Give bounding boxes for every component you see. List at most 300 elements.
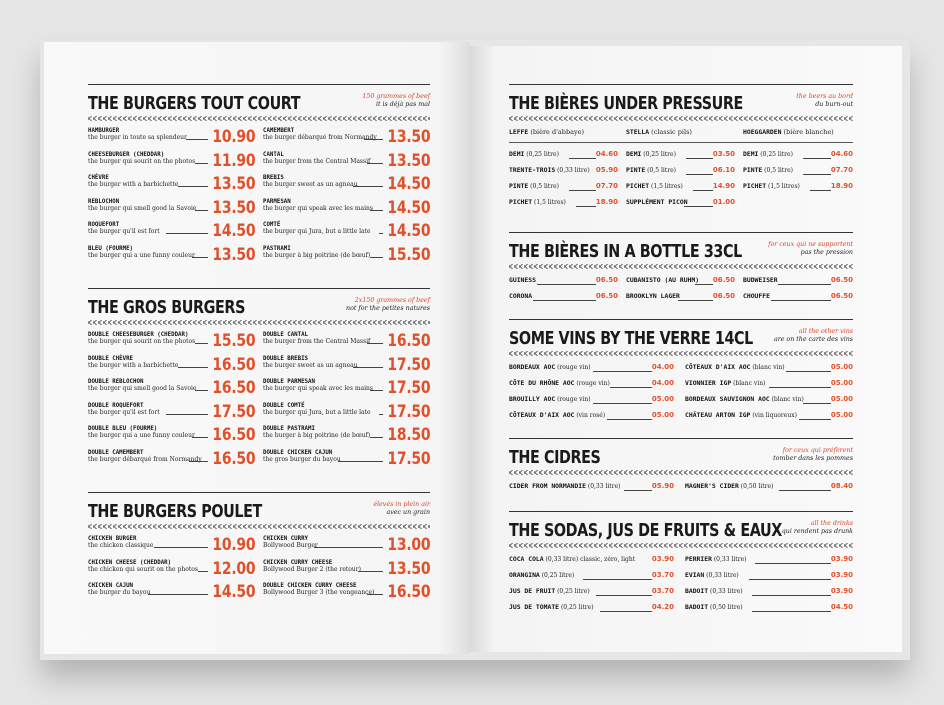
- bieres-in-a-bottle-tagline-1: for ceux qui ne supportent: [768, 241, 853, 248]
- item-description: Bollywood Burger 3 (the vengeance): [263, 589, 375, 597]
- cidres-column: [685, 480, 853, 496]
- price-leader: [583, 579, 652, 580]
- item-description: the burger débarqué from Normandy: [263, 134, 377, 141]
- drink-price: 04.60: [830, 150, 853, 158]
- drink-label: [509, 182, 559, 190]
- section-burgers-poulet: [88, 492, 430, 654]
- item-name: DOUBLE ROQUEFORT: [88, 400, 144, 409]
- drink-label: [509, 198, 566, 206]
- sodas-jus-eaux-tagline-2: qui rendent pas drunk: [781, 528, 853, 535]
- item-description: the chicken classique: [88, 542, 154, 549]
- drink-name: DEMI: [626, 150, 642, 158]
- drink-item: [743, 290, 853, 306]
- bieres-under-pressure-top-rule: [509, 84, 853, 85]
- drink-price: 04.20: [651, 603, 674, 611]
- drink-volume: (1,5 litres): [532, 199, 566, 206]
- item-name: DOUBLE CANTAL: [263, 330, 309, 338]
- drink-price: 07.70: [595, 182, 618, 190]
- price-leader: [693, 190, 713, 191]
- drink-name: JUS DE TOMATE: [509, 603, 560, 611]
- menu-item: [263, 377, 430, 401]
- vins-by-the-verre-wavy-divider: [509, 351, 853, 356]
- drink-item: [509, 480, 674, 496]
- drink-price: 03.90: [830, 587, 853, 595]
- gros-burgers-header: [88, 292, 430, 318]
- drink-label: [509, 150, 559, 158]
- menu-item: [88, 244, 255, 268]
- item-price: 10.90: [212, 535, 255, 555]
- item-name: CANTAL: [263, 149, 284, 158]
- cidres-header: [509, 442, 853, 468]
- burgers-poulet-column: [88, 534, 255, 605]
- menu-item: [88, 354, 255, 378]
- menu-item: [263, 448, 430, 472]
- price-leader: [178, 186, 208, 187]
- price-leader: [364, 139, 383, 140]
- price-leader: [610, 387, 652, 388]
- drink-label: [626, 276, 699, 284]
- menu-item: [263, 401, 430, 425]
- menu-item: [263, 126, 430, 150]
- section-vins-by-the-verre: [509, 319, 853, 429]
- cidres-tagline: [773, 447, 853, 463]
- drink-label: [509, 166, 590, 174]
- price-leader: [370, 257, 383, 258]
- drink-label: [509, 555, 635, 563]
- drink-volume: (rouge vin): [555, 396, 591, 403]
- drink-price: 05.00: [830, 363, 853, 371]
- drink-volume: (rouge vin): [555, 364, 591, 371]
- vins-by-the-verre-column: [509, 361, 674, 425]
- item-description: the burger qui sourit on the photos: [88, 338, 196, 345]
- item-description: the burger qui speak avec les mains: [263, 204, 373, 212]
- item-name: DOUBLE CAMEMBERT: [88, 447, 144, 456]
- drink-label: [685, 571, 739, 579]
- drink-label: [509, 292, 532, 300]
- drink-item: [685, 553, 853, 569]
- brand-name: LEFFE: [509, 128, 529, 136]
- drink-label: [685, 603, 743, 611]
- item-name: BREBIS: [263, 173, 284, 182]
- price-leader: [778, 284, 831, 285]
- price-leader: [803, 174, 831, 175]
- drink-label: [509, 482, 620, 490]
- drink-price: 06.50: [595, 276, 618, 284]
- price-leader: [769, 387, 831, 388]
- menu-item: [263, 558, 430, 582]
- drink-item: [509, 601, 674, 617]
- item-description: the burger qui smell good la Savoie: [88, 385, 197, 393]
- section-gros-burgers: [88, 288, 430, 488]
- drink-volume: (blanc vin): [731, 380, 766, 387]
- drink-name: SUPPLÉMENT PICON: [626, 198, 688, 206]
- gros-burgers-tagline-2: not for the petites natures: [346, 305, 430, 312]
- sodas-jus-eaux-column: [685, 553, 853, 617]
- drink-label: [509, 603, 594, 611]
- bieres-under-pressure-column: [626, 148, 735, 212]
- drink-label: [743, 166, 793, 174]
- price-leader: [195, 210, 208, 211]
- burgers-tout-court-tagline: [362, 93, 430, 109]
- drink-volume: (0,25 litre): [539, 572, 575, 579]
- item-name: DOUBLE COMTÉ: [263, 400, 305, 409]
- price-leader: [353, 367, 383, 368]
- drink-item: [743, 164, 853, 180]
- price-leader: [370, 210, 383, 211]
- item-price: 16.50: [212, 448, 255, 469]
- vins-by-the-verre-tagline-1: all the other vins: [798, 328, 853, 335]
- item-description: the burger with a barbichette: [88, 361, 179, 369]
- drink-volume: (0,33 litre): [711, 556, 747, 563]
- drink-item: [685, 377, 853, 393]
- price-leader: [686, 158, 713, 159]
- drink-item: [509, 148, 618, 164]
- item-price: 13.50: [387, 558, 430, 579]
- price-leader: [678, 300, 713, 301]
- drink-item: [509, 393, 674, 409]
- burgers-poulet-title: THE BURGERS POULET: [88, 502, 262, 522]
- item-description: the burger qui a une funny couleur: [88, 251, 195, 259]
- item-price: 13.50: [212, 197, 255, 218]
- price-leader: [353, 186, 383, 187]
- price-leader: [148, 594, 208, 595]
- price-leader: [367, 343, 383, 344]
- burgers-poulet-tagline-2: avec un grain: [386, 509, 430, 516]
- section-burgers-tout-court: [88, 84, 430, 284]
- item-name: CHICKEN CURRY: [263, 534, 309, 542]
- burgers-tout-court-column: [263, 126, 430, 268]
- item-price: 15.50: [212, 331, 255, 351]
- section-bieres-in-a-bottle: [509, 232, 853, 312]
- item-name: DOUBLE BREBIS: [263, 353, 309, 362]
- drink-item: [509, 274, 618, 290]
- bieres-in-a-bottle-column: [509, 274, 618, 306]
- menu-item: [88, 150, 255, 174]
- drink-price: 03.70: [651, 587, 674, 595]
- drink-price: 05.90: [651, 482, 674, 490]
- price-leader: [178, 367, 208, 368]
- item-price: 14.50: [212, 221, 255, 242]
- item-name: CHÈVRE: [88, 173, 109, 182]
- item-price: 16.50: [212, 425, 255, 446]
- drink-volume: (0,25 litre): [641, 151, 676, 158]
- vins-by-the-verre-header: [509, 323, 853, 349]
- drink-item: [626, 274, 735, 290]
- drink-volume: (1,5 litres): [766, 183, 800, 190]
- drink-price: 04.60: [595, 150, 618, 158]
- item-description: the burger qui smell good la Savoie: [88, 204, 197, 212]
- burgers-tout-court-header: [88, 88, 430, 114]
- item-price: 17.50: [387, 378, 430, 399]
- drink-name: CHÂTEAU ARTON IGP: [685, 411, 751, 419]
- item-price: 18.50: [387, 425, 430, 446]
- item-price: 14.50: [387, 197, 430, 218]
- drink-volume: (1,5 litres): [649, 183, 683, 190]
- price-leader: [803, 403, 831, 404]
- vins-by-the-verre-tagline-2: are on the carte des vins: [773, 336, 853, 343]
- section-sodas-jus-eaux: [509, 511, 853, 631]
- drink-label: [743, 182, 800, 190]
- section-bieres-under-pressure: [509, 84, 853, 234]
- drink-name: DEMI: [743, 150, 759, 158]
- item-name: BLEU (FOURME): [88, 243, 134, 252]
- burgers-tout-court-wavy-divider: [88, 116, 430, 121]
- item-price: 17.50: [212, 401, 255, 422]
- drink-name: BROUILLY AOC: [509, 395, 556, 403]
- gros-burgers-title: THE GROS BURGERS: [88, 298, 246, 318]
- bieres-under-pressure-title: THE BIÈRES UNDER PRESSURE: [509, 94, 743, 114]
- vins-by-the-verre-column: [685, 361, 853, 425]
- menu-item: [263, 581, 430, 605]
- drink-name: CIDER FROM NORMANDIE: [509, 482, 586, 490]
- drink-volume: (vin rosé): [574, 412, 606, 419]
- drink-label: [685, 587, 743, 595]
- menu-item: [88, 534, 255, 558]
- price-leader: [569, 158, 596, 159]
- item-description: the burger débarqué from Normandy: [88, 455, 202, 463]
- item-name: PASTRAMI: [263, 243, 291, 252]
- price-leader: [195, 390, 208, 391]
- price-leader: [338, 461, 383, 462]
- drink-item: [685, 409, 853, 425]
- price-leader: [799, 419, 831, 420]
- bieres-in-a-bottle-title: THE BIÈRES IN A BOTTLE 33CL: [509, 242, 742, 262]
- item-name: COMTÉ: [263, 220, 281, 229]
- drink-name: CÔTE DU RHÔNE AOC: [509, 379, 575, 387]
- drink-label: [685, 395, 804, 403]
- price-leader: [367, 594, 383, 595]
- item-price: 16.50: [387, 582, 430, 603]
- drink-name: BORDEAUX SAUVIGNON AOC: [685, 395, 770, 403]
- cidres-title: THE CIDRES: [509, 448, 601, 468]
- price-leader: [771, 300, 831, 301]
- cidres-wavy-divider: [509, 470, 853, 475]
- drink-price: 03.90: [830, 571, 853, 579]
- drink-volume: (0,33 litre): [585, 483, 621, 490]
- drink-name: PINTE: [743, 166, 763, 174]
- item-description: Bollywood Burger 2 (the retour): [263, 565, 361, 573]
- sodas-jus-eaux-tagline-1: all the drinks: [810, 520, 853, 527]
- price-leader: [593, 371, 652, 372]
- bieres-in-a-bottle-column: [626, 274, 735, 306]
- brand-header-rule: [509, 142, 853, 143]
- item-description: the burger qu'il est fort: [88, 228, 160, 236]
- drink-item: [626, 164, 735, 180]
- item-name: DOUBLE PASTRAMI: [263, 424, 315, 433]
- drink-item: [626, 180, 735, 196]
- drink-price: 05.00: [651, 411, 674, 419]
- item-description: the burger à big poitrine (de bœuf): [263, 251, 371, 259]
- item-price: 16.50: [212, 354, 255, 375]
- drink-item: [743, 274, 853, 290]
- menu-item: [263, 150, 430, 174]
- burgers-tout-court-title: THE BURGERS TOUT COURT: [88, 94, 301, 114]
- drink-label: [743, 276, 778, 284]
- item-price: 16.50: [387, 331, 430, 351]
- right-page: [469, 46, 902, 652]
- item-price: 13.50: [387, 127, 430, 147]
- item-price: 11.90: [212, 150, 255, 171]
- sodas-jus-eaux-header: [509, 515, 853, 541]
- drink-price: 03.70: [651, 571, 674, 579]
- price-leader: [367, 163, 383, 164]
- price-leader: [786, 371, 831, 372]
- menu-item: [263, 220, 430, 244]
- drink-label: [509, 379, 610, 387]
- burgers-poulet-wavy-divider: [88, 524, 430, 529]
- beer-brand-header: [509, 128, 584, 136]
- item-price: 14.50: [387, 221, 430, 242]
- cidres-top-rule: [509, 438, 853, 439]
- drink-name: CÔTEAUX D'AIX AOC: [509, 411, 575, 419]
- price-leader: [695, 284, 713, 285]
- brand-description: (classic pils): [649, 128, 692, 136]
- item-name: CHICKEN CAJUN: [88, 581, 134, 590]
- sodas-jus-eaux-wavy-divider: [509, 543, 853, 548]
- item-description: the burger qui sourit on the photos: [88, 157, 196, 165]
- drink-item: [509, 569, 674, 585]
- price-leader: [370, 390, 383, 391]
- item-price: 10.90: [212, 127, 255, 147]
- burgers-poulet-tagline: [373, 501, 430, 517]
- drink-label: [509, 395, 591, 403]
- bieres-under-pressure-column: [743, 148, 853, 196]
- drink-name: BADOIT: [685, 603, 709, 611]
- price-leader: [803, 158, 831, 159]
- drink-label: [685, 363, 785, 371]
- item-name: DOUBLE CHEESEBURGER (CHEDDAR): [88, 330, 189, 338]
- price-leader: [195, 163, 208, 164]
- item-price: 16.50: [212, 378, 255, 399]
- beer-brand-header: [743, 128, 834, 136]
- drink-price: 03.90: [830, 555, 853, 563]
- drink-label: [509, 587, 590, 595]
- item-name: CHEESEBURGER (CHEDDAR): [88, 149, 165, 158]
- item-name: DOUBLE CHICKEN CURRY CHEESE: [263, 581, 357, 590]
- price-leader: [752, 611, 831, 612]
- item-description: the burger à big poitrine (de bœuf): [263, 432, 371, 440]
- bieres-under-pressure-wavy-divider: [509, 116, 853, 121]
- drink-item: [685, 601, 853, 617]
- sodas-jus-eaux-title: THE SODAS, JUS DE FRUITS & EAUX: [509, 521, 782, 541]
- item-name: ROQUEFORT: [88, 220, 120, 229]
- drink-name: PINTE: [626, 166, 646, 174]
- drink-item: [685, 393, 853, 409]
- drink-label: [685, 555, 746, 563]
- drink-name: MAGNER'S CIDER: [685, 482, 739, 490]
- menu-item: [88, 558, 255, 582]
- drink-price: 04.00: [651, 379, 674, 387]
- bieres-under-pressure-tagline-1: the beers au bord: [796, 93, 853, 100]
- gros-burgers-top-rule: [88, 288, 430, 289]
- price-leader: [189, 461, 208, 462]
- drink-price: 18.90: [830, 182, 853, 190]
- sodas-jus-eaux-column: [509, 553, 674, 617]
- item-name: CAMEMBERT: [263, 126, 295, 134]
- bieres-under-pressure-tagline-2: du burn-out: [815, 101, 853, 108]
- price-leader: [684, 206, 713, 207]
- menu-item: [263, 534, 430, 558]
- drink-item: [509, 361, 674, 377]
- item-price: 14.50: [387, 174, 430, 195]
- drink-price: 06.50: [712, 276, 735, 284]
- gros-burgers-tagline-1: 2x150 grammes of beef: [354, 297, 430, 304]
- drink-price: 06.50: [830, 292, 853, 300]
- brand-name: HOEGGARDEN: [743, 128, 782, 136]
- drink-price: 18.90: [595, 198, 618, 206]
- drink-item: [743, 148, 853, 164]
- drink-volume: (0,25 litre): [524, 151, 559, 158]
- item-name: DOUBLE CHÈVRE: [88, 353, 134, 362]
- drink-label: [626, 292, 680, 300]
- drink-price: 05.00: [651, 395, 674, 403]
- drink-price: 06.50: [830, 276, 853, 284]
- drink-volume: (0,25 litre): [555, 588, 590, 595]
- item-price: 13.50: [212, 174, 255, 195]
- price-leader: [752, 595, 831, 596]
- menu-item: [263, 244, 430, 268]
- price-leader: [600, 611, 652, 612]
- drink-item: [509, 409, 674, 425]
- gros-burgers-column: [88, 330, 255, 472]
- cidres-tagline-2: tomber dans les pommes: [773, 455, 853, 462]
- price-leader: [537, 284, 596, 285]
- item-description: the burger from the Central Massif: [263, 338, 371, 345]
- drink-name: BADOIT: [685, 587, 709, 595]
- drink-item: [509, 290, 618, 306]
- brand-description: (bière d'abbaye): [528, 128, 585, 136]
- item-price: 13.00: [387, 535, 430, 555]
- drink-item: [685, 361, 853, 377]
- menu-item: [88, 424, 255, 448]
- drink-volume: (vin liquoreux): [750, 412, 797, 419]
- item-description: Bollywood Burger: [263, 542, 318, 549]
- price-leader: [166, 414, 208, 415]
- price-leader: [195, 343, 208, 344]
- item-description: the burger from the Central Massif: [263, 157, 371, 165]
- drink-name: BUDWEISER: [743, 276, 778, 284]
- drink-name: CHOUFFE: [743, 292, 770, 300]
- menu-item: [88, 126, 255, 150]
- drink-name: PICHET: [509, 198, 533, 206]
- item-price: 17.50: [387, 354, 430, 375]
- burgers-tout-court-tagline-2: it is déjà pas mal: [375, 101, 430, 108]
- item-description: the gros burger du bayou: [263, 455, 341, 463]
- drink-item: [685, 585, 853, 601]
- drink-volume: (rouge vin): [574, 380, 610, 387]
- gros-burgers-wavy-divider: [88, 320, 430, 325]
- drink-name: JUS DE FRUIT: [509, 587, 556, 595]
- drink-item: [685, 480, 853, 496]
- drink-price: 05.00: [830, 379, 853, 387]
- drink-item: [509, 196, 618, 212]
- sodas-jus-eaux-top-rule: [509, 511, 853, 512]
- gros-burgers-tagline: [346, 297, 430, 313]
- drink-volume: (0,5 litre): [528, 183, 559, 190]
- drink-name: COCA COLA: [509, 555, 544, 563]
- menu-item: [263, 424, 430, 448]
- drink-volume: (blanc vin): [769, 396, 804, 403]
- drink-label: [685, 411, 797, 419]
- bieres-in-a-bottle-wavy-divider: [509, 264, 853, 269]
- brand-description: (bière blanche): [781, 128, 834, 136]
- drink-volume: (0,33 litre): [555, 167, 590, 174]
- menu-item: [88, 197, 255, 221]
- drink-name: BORDEAUX AOC: [509, 363, 556, 371]
- cidres-column: [509, 480, 674, 496]
- drink-label: [743, 292, 770, 300]
- menu-item: [263, 354, 430, 378]
